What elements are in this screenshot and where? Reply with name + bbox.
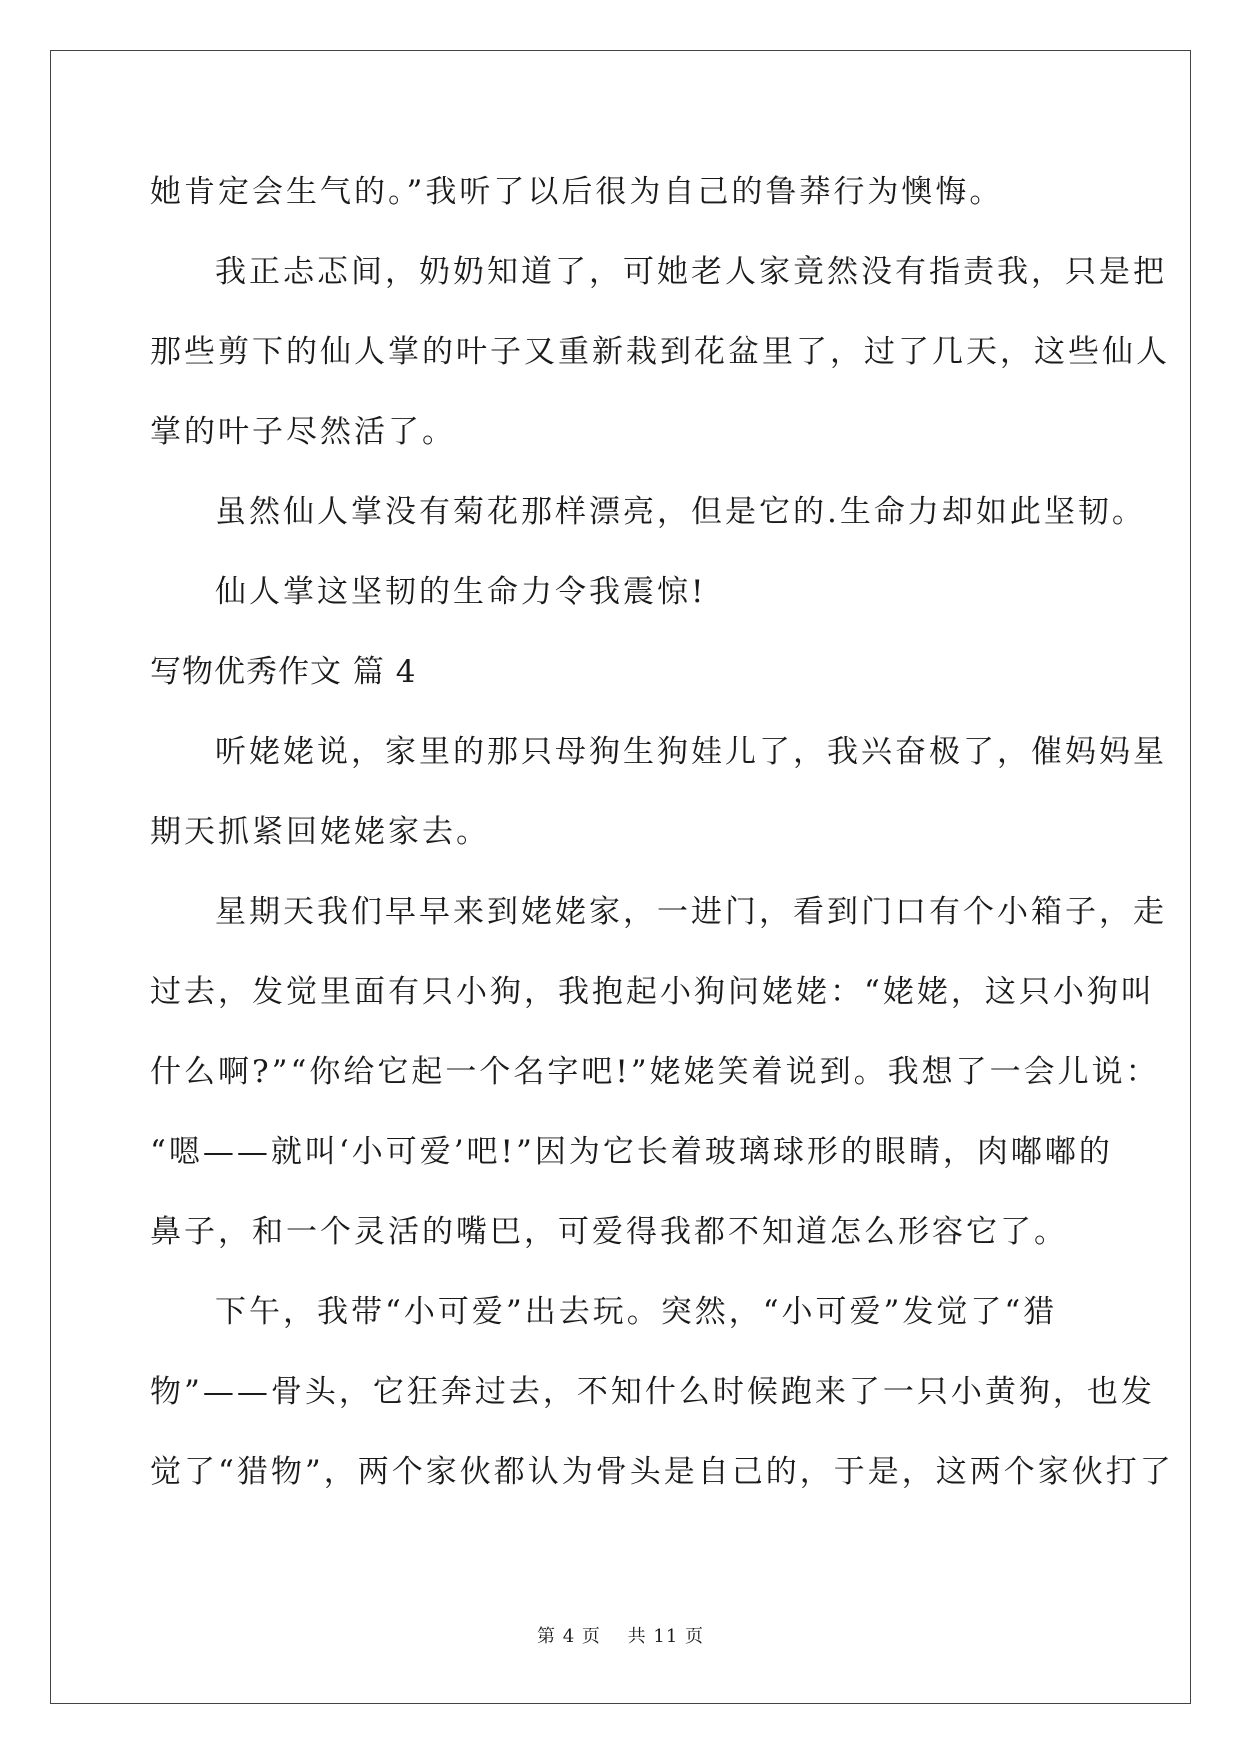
text-line: 下午，我带“小可爱”出去玩。突然，“小可爱”发觉了“猎	[215, 1294, 1058, 1330]
text-line: 物”——骨头，它狂奔过去，不知什么时候跑来了一只小黄狗，也发	[150, 1374, 1155, 1410]
text-line: 听姥姥说，家里的那只母狗生狗娃儿了，我兴奋极了，催妈妈星	[215, 734, 1167, 770]
text-line: 仙人掌这坚韧的生命力令我震惊!	[215, 574, 707, 610]
text-line: 我正忐忑间，奶奶知道了，可她老人家竟然没有指责我，只是把	[215, 254, 1167, 290]
text-line: 期天抓紧回姥姥家去。	[150, 814, 490, 850]
text-line: 什么啊?”“你给它起一个名字吧!”姥姥笑着说到。我想了一会儿说：	[150, 1054, 1160, 1090]
text-line: 那些剪下的仙人掌的叶子又重新栽到花盆里了，过了几天，这些仙人	[150, 334, 1170, 370]
page-number: 第 4 页	[537, 1626, 601, 1647]
page-footer	[0, 1622, 1241, 1648]
text-line: 鼻子，和一个灵活的嘴巴，可爱得我都不知道怎么形容它了。	[150, 1214, 1068, 1250]
text-line: 掌的叶子尽然活了。	[150, 414, 456, 450]
page-total: 共 11 页	[627, 1626, 704, 1647]
text-line: 星期天我们早早来到姥姥家，一进门，看到门口有个小箱子，走	[215, 894, 1167, 930]
text-line: 虽然仙人掌没有菊花那样漂亮，但是它的.生命力却如此坚韧。	[215, 494, 1146, 530]
text-line: 过去，发觉里面有只小狗，我抱起小狗问姥姥：“姥姥，这只小狗叫	[150, 974, 1155, 1010]
text-line: 她肯定会生气的。”我听了以后很为自己的鲁莽行为懊悔。	[150, 174, 1004, 210]
text-line: “嗯——就叫‘小可爱’吧!”因为它长着玻璃球形的眼睛，肉嘟嘟的	[150, 1134, 1113, 1170]
section-heading: 写物优秀作文 篇 4	[150, 654, 417, 690]
text-line: 觉了“猎物”，两个家伙都认为骨头是自己的，于是，这两个家伙打了	[150, 1454, 1174, 1490]
